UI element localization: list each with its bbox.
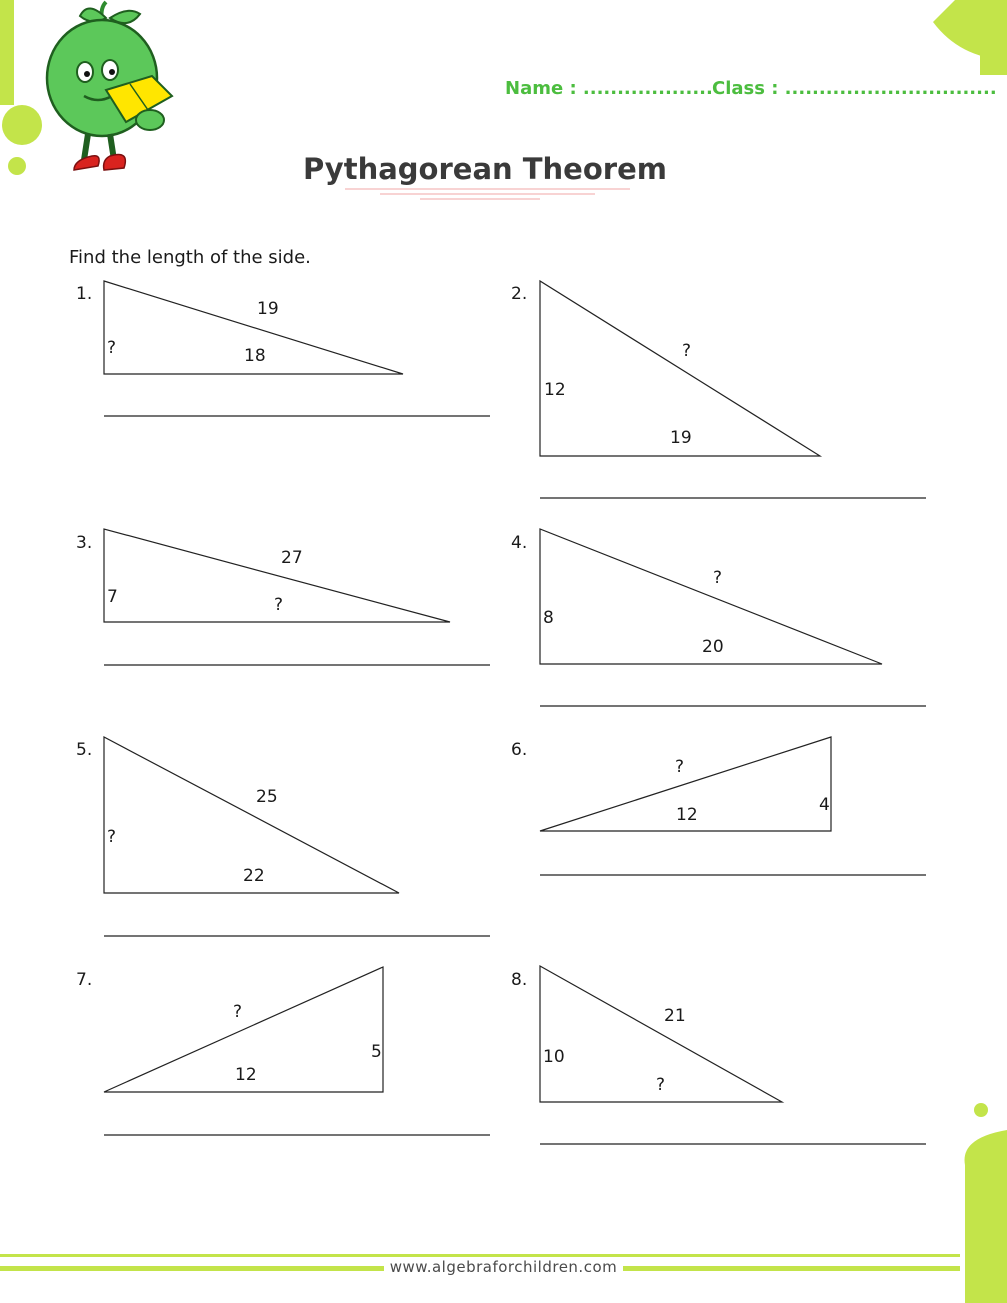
triangle-2-height-label: 12 bbox=[544, 380, 566, 400]
triangle-7-hypotenuse-label: ? bbox=[233, 1002, 243, 1022]
triangle-7-height-label: 5 bbox=[371, 1042, 382, 1062]
problem-7 bbox=[104, 967, 490, 1135]
triangle-6-base-label: 12 bbox=[676, 805, 698, 825]
triangle-1-height-label: ? bbox=[107, 338, 117, 358]
class-field-label: Class : ............................... bbox=[712, 78, 997, 99]
problem-4 bbox=[540, 529, 926, 706]
footer-url-text[interactable]: www.algebraforchildren.com bbox=[384, 1258, 623, 1276]
problem-number-1: 1. bbox=[76, 284, 93, 304]
triangle-6-hypotenuse-label: ? bbox=[675, 757, 685, 777]
problem-2 bbox=[540, 281, 926, 498]
page-title: Pythagorean Theorem bbox=[303, 152, 667, 186]
problem-5 bbox=[104, 737, 490, 936]
triangle-4-hypotenuse-label: ? bbox=[713, 568, 723, 588]
triangle-5-base-label: 22 bbox=[243, 866, 265, 886]
triangle-8-hypotenuse-label: 21 bbox=[664, 1006, 686, 1026]
problem-1 bbox=[104, 281, 490, 416]
problem-number-7: 7. bbox=[76, 970, 93, 990]
triangle-4-height-label: 8 bbox=[543, 608, 554, 628]
triangle-1-hypotenuse-label: 19 bbox=[257, 299, 279, 319]
triangle-7-base-label: 12 bbox=[235, 1065, 257, 1085]
triangle-3-hypotenuse-label: 27 bbox=[281, 548, 303, 568]
problem-number-8: 8. bbox=[511, 970, 528, 990]
problem-8 bbox=[540, 966, 926, 1144]
triangle-6-height-label: 4 bbox=[819, 795, 830, 815]
problem-number-2: 2. bbox=[511, 284, 528, 304]
problem-3 bbox=[104, 529, 490, 665]
problem-6 bbox=[540, 737, 926, 875]
footer-url[interactable] bbox=[0, 1258, 1007, 1276]
problem-number-4: 4. bbox=[511, 533, 528, 553]
triangle-2-hypotenuse-label: ? bbox=[682, 341, 692, 361]
triangle-8-height-label: 10 bbox=[543, 1047, 565, 1067]
triangle-1-base-label: 18 bbox=[244, 346, 266, 366]
problem-number-5: 5. bbox=[76, 740, 93, 760]
problem-number-6: 6. bbox=[511, 740, 528, 760]
triangle-8-base-label: ? bbox=[656, 1075, 666, 1095]
triangle-3-base-label: ? bbox=[274, 595, 284, 615]
triangle-5-hypotenuse-label: 25 bbox=[256, 787, 278, 807]
instructions: Find the length of the side. bbox=[69, 247, 311, 268]
problem-number-3: 3. bbox=[76, 533, 93, 553]
name-field-label: Name : ................... bbox=[505, 78, 713, 99]
triangle-5-height-label: ? bbox=[107, 827, 117, 847]
triangle-3-height-label: 7 bbox=[107, 587, 118, 607]
triangle-4-base-label: 20 bbox=[702, 637, 724, 657]
triangle-2-base-label: 19 bbox=[670, 428, 692, 448]
